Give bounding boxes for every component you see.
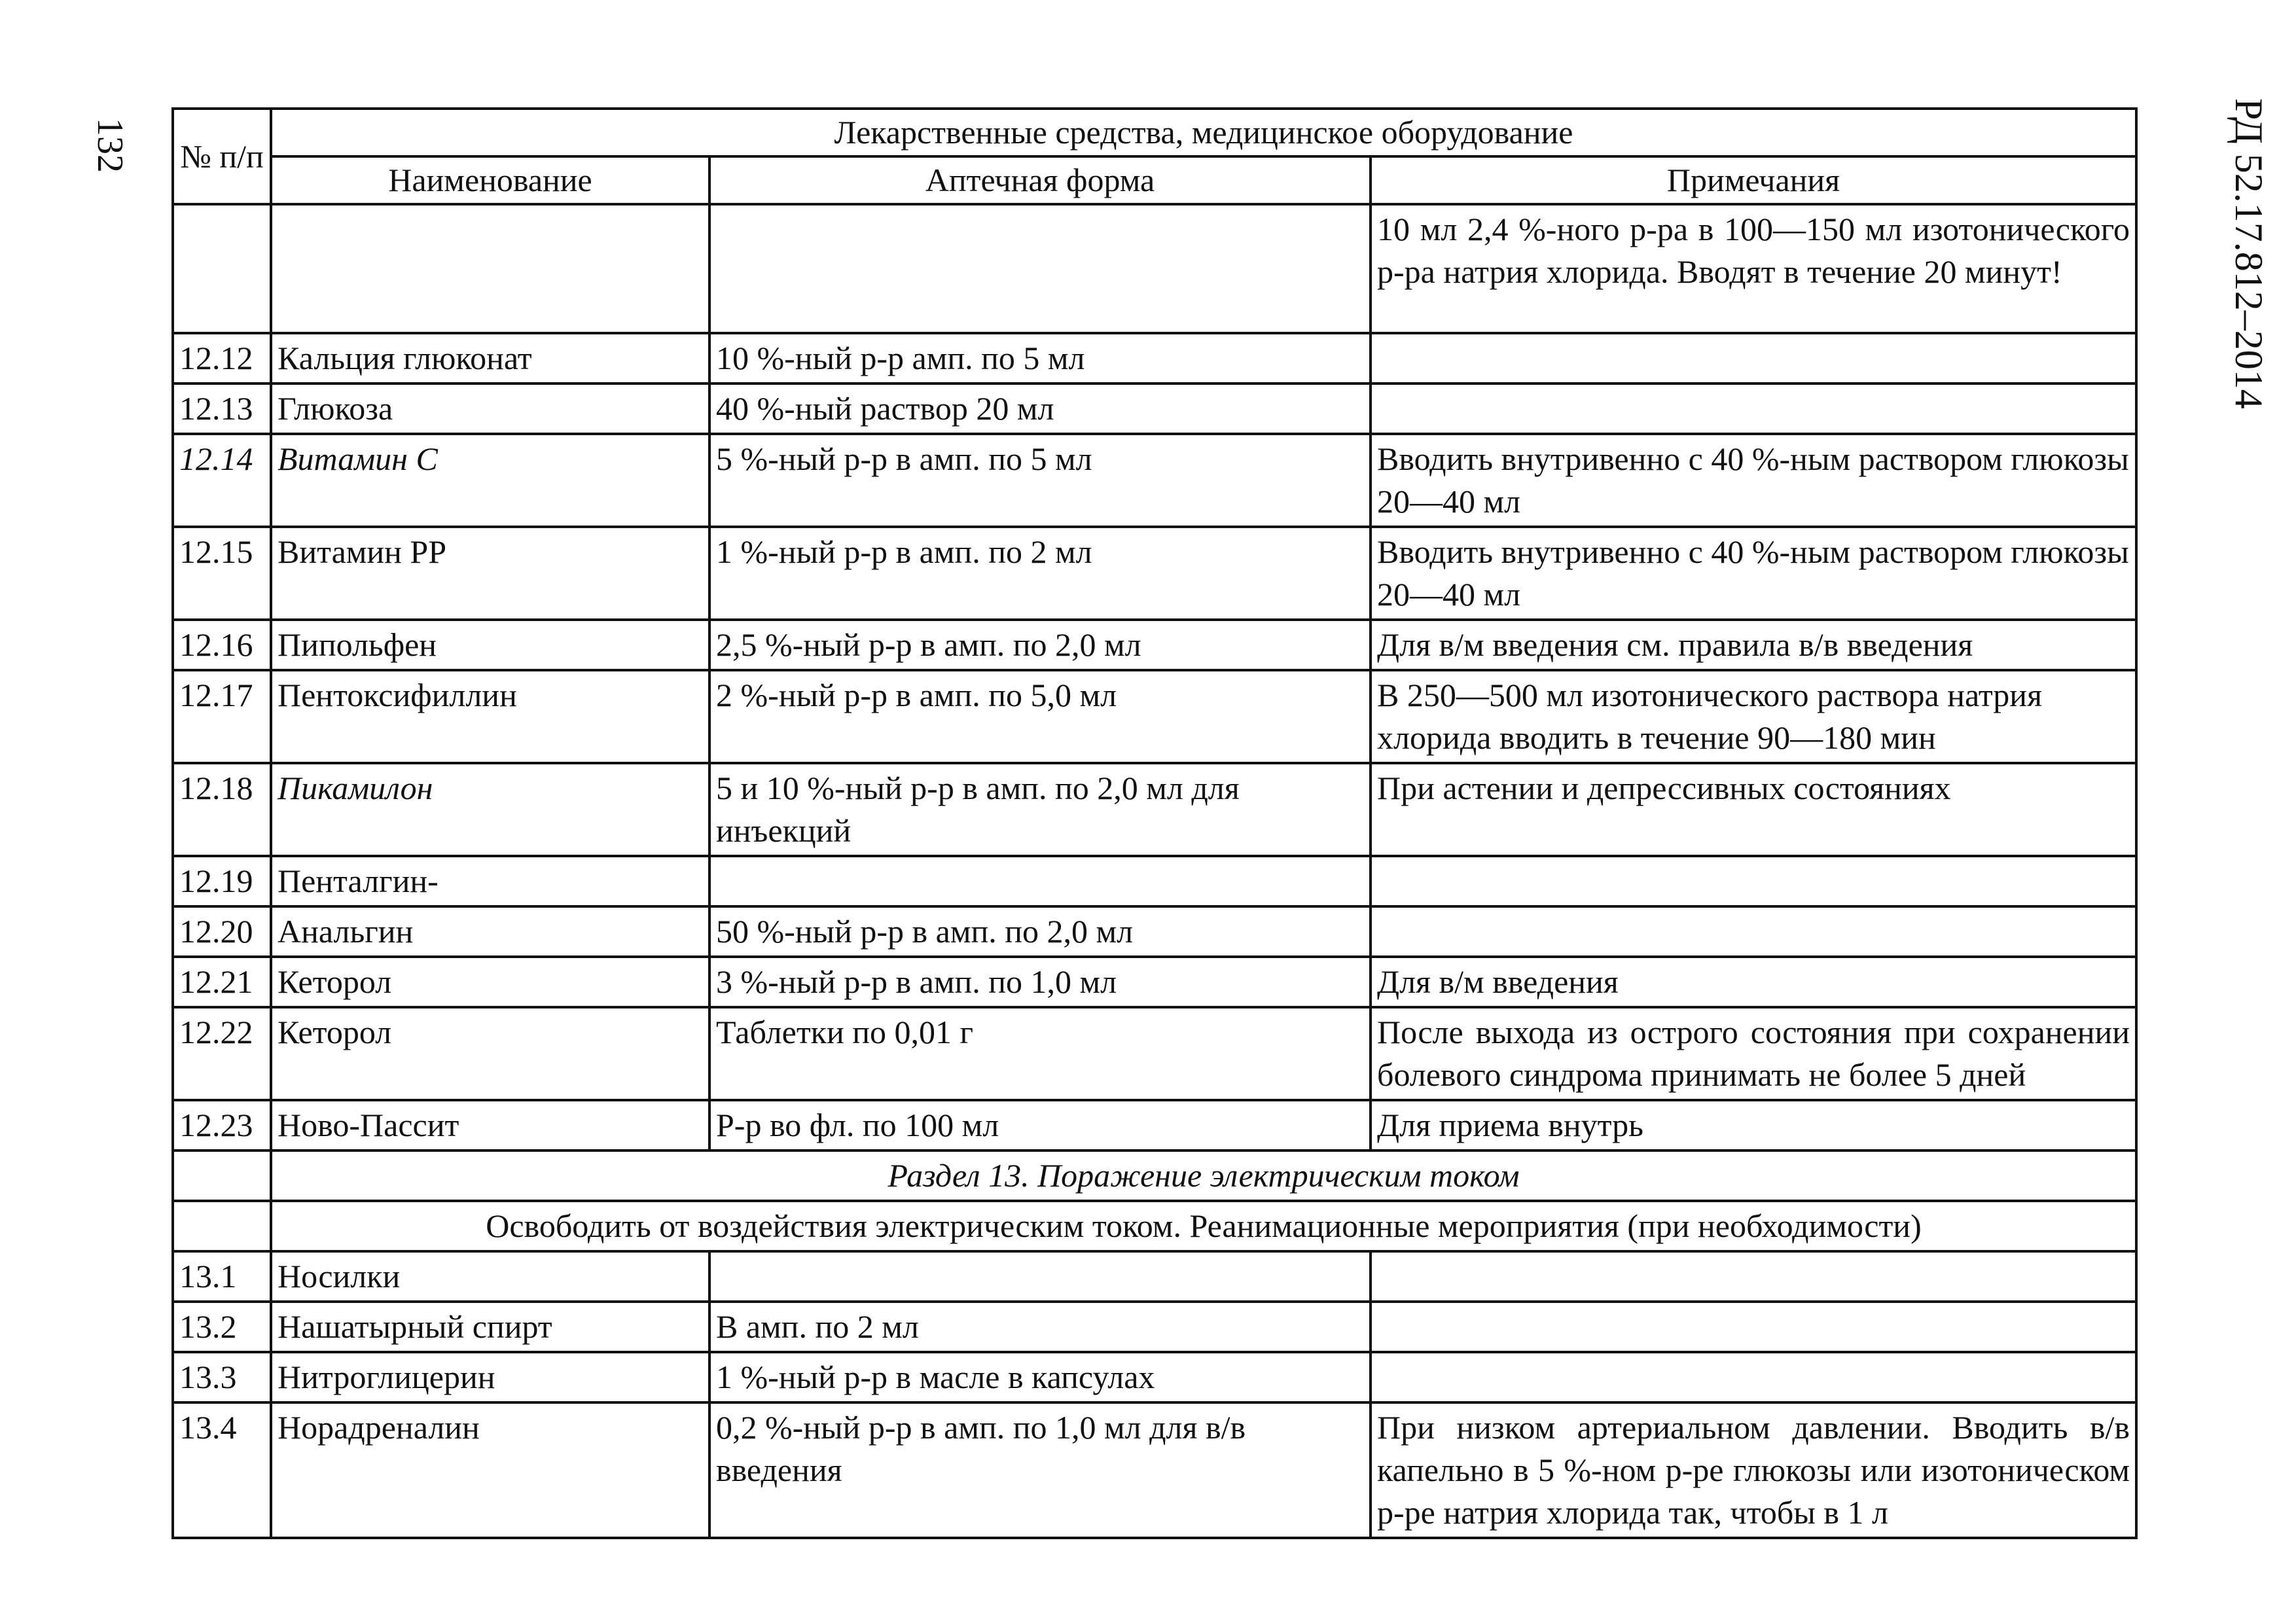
cell-name: Витамин С [271, 434, 709, 527]
header-form: Аптечная форма [709, 156, 1371, 204]
cell-name: Пипольфен [271, 620, 709, 670]
cell-note [1371, 906, 2136, 957]
cell-note [1371, 333, 2136, 383]
cell-form: В амп. по 2 мл [709, 1302, 1371, 1352]
cell-num: 12.19 [173, 856, 271, 906]
cell-form: 5 %-ный р-р в амп. по 5 мл [709, 434, 1371, 527]
cell-name: Пикамилон [271, 763, 709, 856]
cell-form: 2,5 %-ный р-р в амп. по 2,0 мл [709, 620, 1371, 670]
cell-num: 12.22 [173, 1007, 271, 1100]
cell-num: 13.1 [173, 1251, 271, 1302]
table-row [173, 1352, 2136, 1402]
cell-note: Вводить внутривенно с 40 %-ным раствором глюкозы 20—40 мл [1371, 527, 2136, 620]
cell-num [173, 1150, 271, 1201]
header-name: Наименование [271, 156, 709, 204]
section-title-row [173, 1150, 2136, 1201]
cell-note [1371, 1352, 2136, 1402]
cell-note [1371, 383, 2136, 434]
cell-name: Кеторол [271, 957, 709, 1007]
cell-note: Вводить внутривенно с 40 %-ным раствором глюкозы 20—40 мл [1371, 434, 2136, 527]
cell-num: 12.14 [173, 434, 271, 527]
cell-name: Глюкоза [271, 383, 709, 434]
cell-num: 12.18 [173, 763, 271, 856]
table-row [173, 620, 2136, 670]
cell-form [709, 204, 1371, 333]
cell-num: 12.13 [173, 383, 271, 434]
cell-num: 13.2 [173, 1302, 271, 1352]
table-row [173, 204, 2136, 333]
cell-note: Для в/м введения [1371, 957, 2136, 1007]
cell-form: 0,2 %-ный р-р в амп. по 1,0 мл для в/в введения [709, 1402, 1371, 1538]
cell-name: Анальгин [271, 906, 709, 957]
header-num: № п/п [173, 109, 271, 204]
cell-num: 12.20 [173, 906, 271, 957]
cell-form: 10 %-ный р-р амп. по 5 мл [709, 333, 1371, 383]
cell-note: При низком артериальном давлении. Вводить в/в капельно в 5 %-ном р-ре глюкозы или изотоническом р-ре натрия хлорида так, чтобы в 1 л [1371, 1402, 2136, 1538]
header-row-group [173, 109, 2136, 156]
cell-note [1371, 1302, 2136, 1352]
table-row [173, 527, 2136, 620]
cell-name: Ново-Пассит [271, 1100, 709, 1150]
section-title: Раздел 13. Поражение электрическим током [271, 1150, 2136, 1201]
cell-form [709, 1251, 1371, 1302]
cell-note: После выхода из острого состояния при сохранении болевого синдрома принимать не более 5 дней [1371, 1007, 2136, 1100]
cell-note: 10 мл 2,4 %-ного р-ра в 100—150 мл изотонического р-ра натрия хлорида. Вводят в течение 20 минут! [1371, 204, 2136, 333]
cell-form: 40 %-ный раствор 20 мл [709, 383, 1371, 434]
cell-form: Р-р во фл. по 100 мл [709, 1100, 1371, 1150]
table-row [173, 856, 2136, 906]
table-row [173, 670, 2136, 763]
cell-name: Витамин РР [271, 527, 709, 620]
table-row [173, 1251, 2136, 1302]
cell-note [1371, 1251, 2136, 1302]
table-row [173, 333, 2136, 383]
cell-num: 12.21 [173, 957, 271, 1007]
table-row [173, 1302, 2136, 1352]
section-instruction: Освободить от воздействия электрическим током. Реанимационные мероприятия (при необходимости) [271, 1201, 2136, 1251]
cell-note: В 250—500 мл изотонического раствора натрия хлорида вводить в течение 90—180 мин [1371, 670, 2136, 763]
table-row [173, 906, 2136, 957]
cell-note: Для в/м введения см. правила в/в введения [1371, 620, 2136, 670]
header-note: Примечания [1371, 156, 2136, 204]
table-row [173, 957, 2136, 1007]
cell-num: 13.4 [173, 1402, 271, 1538]
cell-note: При астении и депрессивных состояниях [1371, 763, 2136, 856]
cell-num [173, 1201, 271, 1251]
cell-name: Пентоксифиллин [271, 670, 709, 763]
table-row [173, 1402, 2136, 1538]
cell-note: Для приема внутрь [1371, 1100, 2136, 1150]
cell-form: Таблетки по 0,01 г [709, 1007, 1371, 1100]
cell-num: 13.3 [173, 1352, 271, 1402]
cell-form: 50 %-ный р-р в амп. по 2,0 мл [709, 906, 1371, 957]
cell-name: Кеторол [271, 1007, 709, 1100]
table-row [173, 383, 2136, 434]
cell-name: Носилки [271, 1251, 709, 1302]
cell-name: Норадреналин [271, 1402, 709, 1538]
header-row-columns [173, 156, 2136, 204]
cell-name [271, 204, 709, 333]
cell-form: 3 %-ный р-р в амп. по 1,0 мл [709, 957, 1371, 1007]
cell-num: 12.17 [173, 670, 271, 763]
table-row [173, 434, 2136, 527]
cell-form: 1 %-ный р-р в амп. по 2 мл [709, 527, 1371, 620]
cell-num: 12.16 [173, 620, 271, 670]
cell-name: Нашатырный спирт [271, 1302, 709, 1352]
cell-form [709, 856, 1371, 906]
document-code: РД 52.17.812–2014 [2227, 98, 2270, 409]
cell-num: 12.12 [173, 333, 271, 383]
cell-form: 5 и 10 %-ный р-р в амп. по 2,0 мл для инъекций [709, 763, 1371, 856]
cell-name: Кальция глюконат [271, 333, 709, 383]
cell-name: Пенталгин- [271, 856, 709, 906]
table-row [173, 1007, 2136, 1100]
section-instruction-row [173, 1201, 2136, 1251]
cell-form: 1 %-ный р-р в масле в капсулах [709, 1352, 1371, 1402]
page-number: 132 [90, 118, 130, 173]
cell-name: Нитроглицерин [271, 1352, 709, 1402]
cell-num: 12.15 [173, 527, 271, 620]
medications-table [171, 107, 2138, 1539]
cell-form: 2 %-ный р-р в амп. по 5,0 мл [709, 670, 1371, 763]
header-group: Лекарственные средства, медицинское оборудование [271, 109, 2136, 156]
table-row [173, 1100, 2136, 1150]
cell-num: 12.23 [173, 1100, 271, 1150]
table-row [173, 763, 2136, 856]
cell-num [173, 204, 271, 333]
cell-note [1371, 856, 2136, 906]
